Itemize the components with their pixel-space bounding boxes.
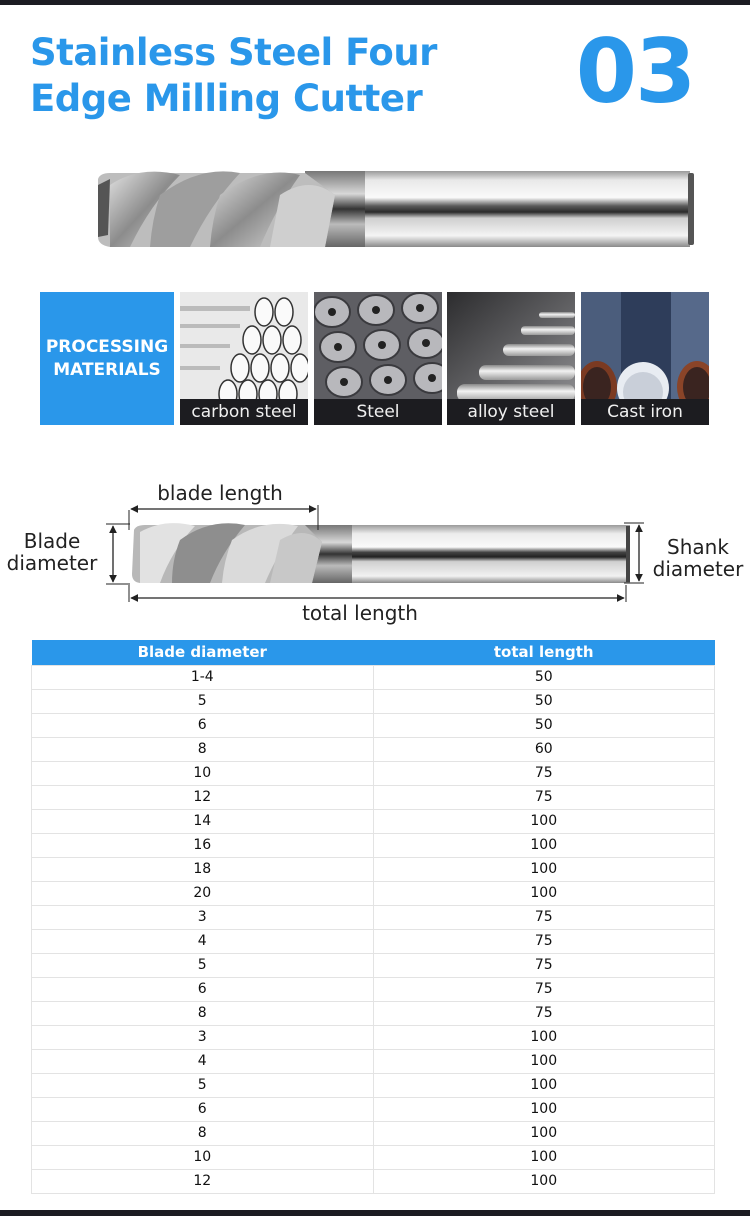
table-row	[32, 1145, 715, 1169]
cell-blade-diameter: 6	[32, 977, 374, 1001]
cell-total-length: 100	[373, 1145, 715, 1169]
material-label: Steel	[314, 399, 442, 425]
table-row	[32, 665, 715, 689]
table-row	[32, 1025, 715, 1049]
cell-total-length: 100	[373, 1073, 715, 1097]
cell-blade-diameter: 12	[32, 785, 374, 809]
table-row	[32, 953, 715, 977]
table-row	[32, 977, 715, 1001]
table-row	[32, 857, 715, 881]
material-tile-cast-iron	[581, 292, 709, 425]
shank-diameter-label	[646, 536, 750, 580]
blade-diameter-label	[0, 530, 104, 574]
table-row	[32, 689, 715, 713]
shank-diameter-line-1: Shank	[667, 535, 729, 559]
table-row	[32, 1121, 715, 1145]
table-row	[32, 809, 715, 833]
cell-blade-diameter: 4	[32, 1049, 374, 1073]
table-row	[32, 737, 715, 761]
cell-blade-diameter: 18	[32, 857, 374, 881]
heading-line-2: MATERIALS	[53, 359, 161, 380]
heading-line-1: PROCESSING	[45, 336, 169, 357]
cell-blade-diameter: 8	[32, 1001, 374, 1025]
cell-total-length: 100	[373, 1025, 715, 1049]
cell-blade-diameter: 5	[32, 689, 374, 713]
shank-diameter-line-2: diameter	[652, 557, 744, 581]
cell-blade-diameter: 12	[32, 1169, 374, 1193]
cell-total-length: 75	[373, 1001, 715, 1025]
cell-total-length: 100	[373, 1169, 715, 1193]
top-border	[0, 0, 750, 5]
cell-total-length: 100	[373, 809, 715, 833]
cell-blade-diameter: 16	[32, 833, 374, 857]
processing-materials	[40, 292, 712, 425]
cell-total-length: 100	[373, 833, 715, 857]
cell-blade-diameter: 3	[32, 1025, 374, 1049]
cell-blade-diameter: 6	[32, 1097, 374, 1121]
cell-total-length: 50	[373, 713, 715, 737]
cell-total-length: 100	[373, 857, 715, 881]
total-length-label: total length	[302, 601, 418, 625]
cell-total-length: 75	[373, 929, 715, 953]
cell-blade-diameter: 10	[32, 761, 374, 785]
processing-materials-heading	[40, 292, 174, 425]
cell-total-length: 75	[373, 785, 715, 809]
milling-cutter-image	[90, 165, 702, 253]
table-header-row	[32, 640, 715, 665]
table-row	[32, 1097, 715, 1121]
carbon-steel-image	[180, 292, 308, 402]
material-label: carbon steel	[180, 399, 308, 425]
blade-diameter-line-2: diameter	[6, 551, 98, 575]
cell-blade-diameter: 6	[32, 713, 374, 737]
table-row	[32, 833, 715, 857]
cell-blade-diameter: 3	[32, 905, 374, 929]
cell-total-length: 100	[373, 1097, 715, 1121]
steel-coils-image	[314, 292, 442, 402]
cell-blade-diameter: 5	[32, 953, 374, 977]
cell-total-length: 100	[373, 881, 715, 905]
cell-total-length: 60	[373, 737, 715, 761]
spec-table-body	[32, 665, 715, 1193]
table-row	[32, 785, 715, 809]
material-tile-carbon-steel	[180, 292, 308, 425]
title-line-2: Edge Milling Cutter	[30, 77, 423, 120]
cell-blade-diameter: 5	[32, 1073, 374, 1097]
cell-blade-diameter: 14	[32, 809, 374, 833]
table-row	[32, 905, 715, 929]
table-row	[32, 929, 715, 953]
cell-total-length: 100	[373, 1121, 715, 1145]
table-row	[32, 1169, 715, 1193]
bottom-border	[0, 1210, 750, 1216]
spec-table	[31, 640, 715, 1194]
blade-diameter-line-1: Blade	[23, 529, 81, 553]
dimension-diagram	[0, 470, 750, 630]
cell-total-length: 75	[373, 761, 715, 785]
table-row	[32, 1073, 715, 1097]
table-row	[32, 761, 715, 785]
section-number: 03	[575, 20, 695, 123]
cell-total-length: 50	[373, 689, 715, 713]
cell-blade-diameter: 8	[32, 737, 374, 761]
table-row	[32, 713, 715, 737]
table-row	[32, 881, 715, 905]
cell-blade-diameter: 4	[32, 929, 374, 953]
cell-blade-diameter: 8	[32, 1121, 374, 1145]
cast-iron-image	[581, 292, 709, 402]
table-row	[32, 1049, 715, 1073]
title-line-1: Stainless Steel Four	[30, 31, 437, 74]
blade-length-label: blade length	[157, 481, 283, 505]
page-title	[30, 30, 490, 122]
cell-total-length: 75	[373, 905, 715, 929]
cell-total-length: 75	[373, 977, 715, 1001]
header-total-length: total length	[373, 640, 715, 665]
alloy-steel-image	[447, 292, 575, 402]
cell-blade-diameter: 20	[32, 881, 374, 905]
cell-total-length: 50	[373, 665, 715, 689]
cell-blade-diameter: 1-4	[32, 665, 374, 689]
material-label: alloy steel	[447, 399, 575, 425]
cell-total-length: 100	[373, 1049, 715, 1073]
header-blade-diameter: Blade diameter	[32, 640, 374, 665]
cell-total-length: 75	[373, 953, 715, 977]
material-label: Cast iron	[581, 399, 709, 425]
table-row	[32, 1001, 715, 1025]
cell-blade-diameter: 10	[32, 1145, 374, 1169]
material-tile-steel	[314, 292, 442, 425]
material-tile-alloy-steel	[447, 292, 575, 425]
